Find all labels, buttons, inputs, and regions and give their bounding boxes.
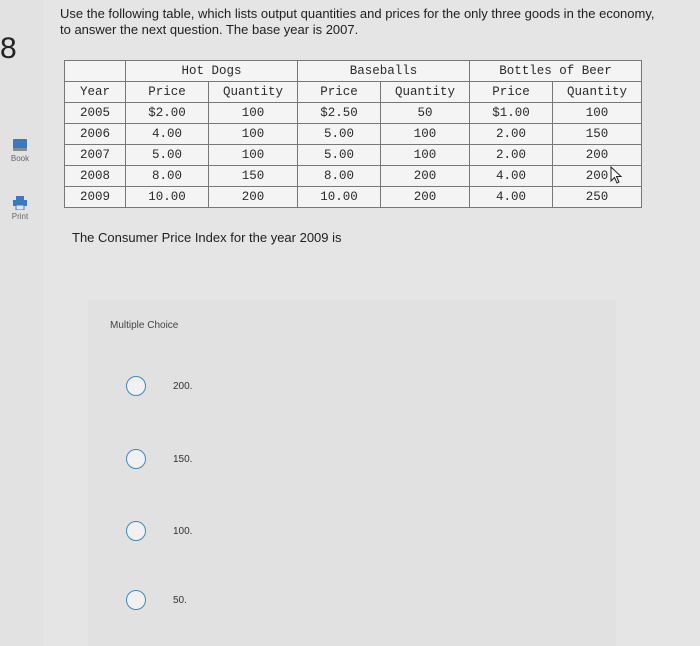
table-cell: $2.50 bbox=[298, 103, 381, 124]
table-cell: 100 bbox=[381, 145, 470, 166]
column-header: Year bbox=[65, 82, 126, 103]
table-cell: 8.00 bbox=[298, 166, 381, 187]
table-cell: 5.00 bbox=[298, 124, 381, 145]
table-cell: $2.00 bbox=[126, 103, 209, 124]
table-cell: 100 bbox=[209, 145, 298, 166]
ebook-button[interactable] bbox=[2, 138, 38, 163]
column-header: Quantity bbox=[553, 82, 642, 103]
answer-option-text: 150. bbox=[173, 454, 193, 465]
table-row bbox=[65, 187, 642, 208]
table-cell: 10.00 bbox=[126, 187, 209, 208]
table-cell: 2.00 bbox=[470, 124, 553, 145]
answer-option-text: 100. bbox=[173, 526, 193, 537]
print-label: Print bbox=[11, 212, 29, 221]
book-icon bbox=[12, 138, 28, 152]
table-cell: 2007 bbox=[65, 145, 126, 166]
question-stem: The Consumer Price Index for the year 2009 is bbox=[72, 230, 342, 245]
table-row bbox=[65, 166, 642, 187]
answer-option-text: 200. bbox=[173, 381, 193, 392]
group-header-baseballs: Baseballs bbox=[298, 61, 470, 82]
table-cell: 150 bbox=[209, 166, 298, 187]
table-cell: 200 bbox=[553, 145, 642, 166]
table-corner bbox=[65, 61, 126, 82]
table-cell: 2008 bbox=[65, 166, 126, 187]
radio-button[interactable] bbox=[126, 376, 146, 396]
table-cell: 2005 bbox=[65, 103, 126, 124]
table-cell: 4.00 bbox=[470, 166, 553, 187]
table-cell: 100 bbox=[553, 103, 642, 124]
table-cell: 100 bbox=[209, 124, 298, 145]
table-cell: 2006 bbox=[65, 124, 126, 145]
left-rail bbox=[0, 0, 45, 646]
mouse-cursor-icon bbox=[610, 166, 624, 184]
question-prompt: Use the following table, which lists output quantities and prices for the only three goods in the economy, to answer the next question. The base year is 2007. bbox=[60, 6, 655, 37]
table-cell: 100 bbox=[209, 103, 298, 124]
column-header: Price bbox=[298, 82, 381, 103]
table-cell: 200 bbox=[553, 166, 642, 187]
answer-option[interactable] bbox=[126, 449, 426, 475]
table-cell: 100 bbox=[381, 124, 470, 145]
column-header: Price bbox=[470, 82, 553, 103]
group-header-beer: Bottles of Beer bbox=[470, 61, 642, 82]
radio-button[interactable] bbox=[126, 590, 146, 610]
table-row bbox=[65, 103, 642, 124]
column-header: Quantity bbox=[381, 82, 470, 103]
table-cell: 150 bbox=[553, 124, 642, 145]
table-cell: 2.00 bbox=[470, 145, 553, 166]
table-group-header-row bbox=[65, 61, 642, 82]
multiple-choice-panel bbox=[88, 300, 616, 646]
table-cell: 5.00 bbox=[298, 145, 381, 166]
table-cell: 8.00 bbox=[126, 166, 209, 187]
table-column-header-row bbox=[65, 82, 642, 103]
book-label: Book bbox=[10, 154, 30, 163]
table-cell: 200 bbox=[209, 187, 298, 208]
column-header: Quantity bbox=[209, 82, 298, 103]
print-icon bbox=[12, 196, 28, 210]
print-button[interactable] bbox=[2, 196, 38, 221]
radio-button[interactable] bbox=[126, 521, 146, 541]
group-header-hot-dogs: Hot Dogs bbox=[126, 61, 298, 82]
answer-option[interactable] bbox=[126, 521, 426, 547]
table-cell: 4.00 bbox=[126, 124, 209, 145]
answer-option[interactable] bbox=[126, 376, 426, 402]
table-cell: 4.00 bbox=[470, 187, 553, 208]
column-header: Price bbox=[126, 82, 209, 103]
table-cell: 2009 bbox=[65, 187, 126, 208]
table-row bbox=[65, 145, 642, 166]
table-cell: $1.00 bbox=[470, 103, 553, 124]
table-cell: 50 bbox=[381, 103, 470, 124]
table-row bbox=[65, 124, 642, 145]
table-cell: 250 bbox=[553, 187, 642, 208]
radio-button[interactable] bbox=[126, 449, 146, 469]
price-quantity-table bbox=[64, 60, 642, 208]
answer-option[interactable] bbox=[126, 590, 426, 616]
table-cell: 5.00 bbox=[126, 145, 209, 166]
table-cell: 200 bbox=[381, 166, 470, 187]
table-cell: 200 bbox=[381, 187, 470, 208]
answer-option-text: 50. bbox=[173, 595, 187, 606]
question-number: 8 bbox=[0, 32, 17, 65]
table-cell: 10.00 bbox=[298, 187, 381, 208]
question-content bbox=[44, 0, 700, 646]
multiple-choice-label: Multiple Choice bbox=[110, 320, 179, 331]
